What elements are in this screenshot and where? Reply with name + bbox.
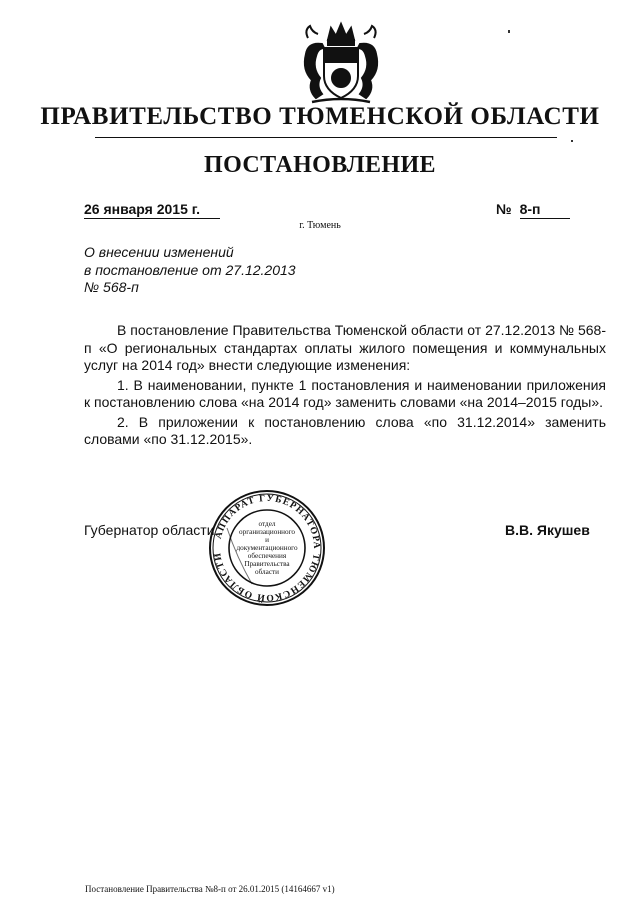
document-number (496, 201, 588, 219)
number-value: 8-п (520, 201, 570, 219)
body-paragraph: В постановление Правительства Тюменской области от 27.12.2013 № 568-п «О региональных стандартах оплаты жилого помещения и коммунальных услуг на 2014 год» внести следующие изменения: (84, 322, 606, 373)
scan-speck (571, 140, 573, 142)
number-prefix: № (496, 201, 512, 217)
footer-reference: Постановление Правительства №8-п от 26.01.2015 (14164667 v1) (85, 884, 335, 894)
signer-position: Губернатор области (84, 522, 215, 538)
document-type: ПОСТАНОВЛЕНИЕ (204, 152, 436, 178)
body-paragraph: 1. В наименовании, пункте 1 постановления и наименовании приложения к постановлению слова «на 2014 год» заменить словами «на 2014–2015 годы». (84, 376, 606, 410)
svg-text:области: области (254, 568, 280, 576)
official-stamp (207, 488, 327, 608)
government-title: ПРАВИТЕЛЬСТВО ТЮМЕНСКОЙ ОБЛАСТИ (40, 103, 600, 130)
svg-text:Правительства: Правительства (244, 560, 290, 568)
svg-text:организационного: организационного (239, 528, 295, 536)
svg-text:и: и (265, 536, 269, 544)
svg-text:документационного: документационного (236, 544, 298, 552)
svg-text:обеспечения: обеспечения (247, 552, 287, 560)
coat-of-arms-icon (298, 18, 384, 106)
subject-line: № 568-п (84, 279, 139, 295)
scan-speck (508, 30, 510, 33)
document-subject (84, 244, 364, 297)
document-body (84, 322, 606, 451)
body-paragraph: 2. В приложении к постановлению слова «по 31.12.2014» заменить словами «по 31.12.2015». (84, 413, 606, 447)
subject-line: в постановление от 27.12.2013 (84, 261, 296, 278)
header-divider (95, 137, 557, 138)
signer-name: В.В. Якушев (505, 522, 590, 538)
document-date: 26 января 2015 г. (84, 201, 220, 219)
city: г. Тюмень (299, 220, 341, 231)
svg-text:АППАРАТ ГУБЕРНАТОРА ТЮМЕНСКОЙ: АППАРАТ ГУБЕРНАТОРА ТЮМЕНСКОЙ ОБЛАСТИ (213, 493, 322, 603)
svg-text:отдел: отдел (258, 520, 276, 528)
subject-line: О внесении изменений (84, 244, 234, 260)
